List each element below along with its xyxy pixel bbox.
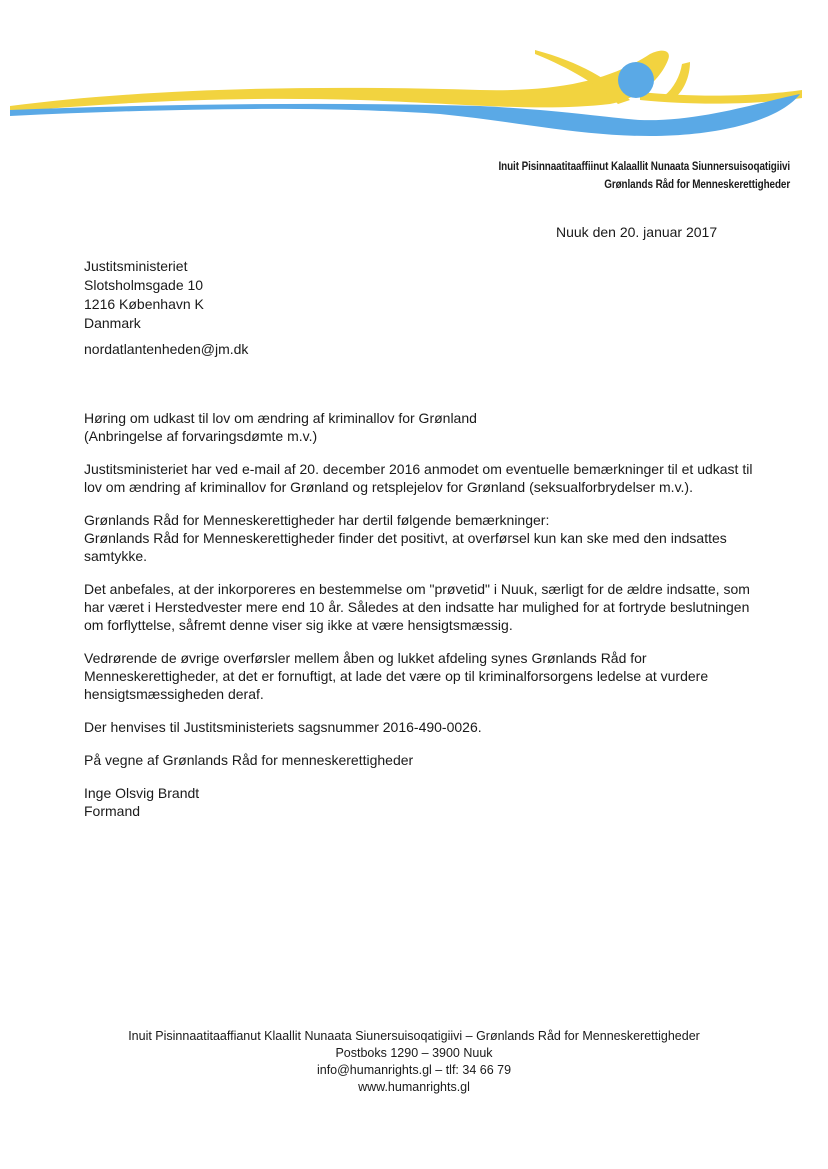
footer-postal-address: Postboks 1290 – 3900 Nuuk [335,1046,493,1060]
recipient-email: nordatlantenheden@jm.dk [84,341,249,357]
paragraph-1: Justitsministeriet har ved e-mail af 20. december 2016 anmodet om eventuelle bemærkninger til et udkast til lov om ændring af kriminallov for Grønland og retsplejelov for Grønland (seksualforbrydelser m.v.). [84,461,753,495]
closing: På vegne af Grønlands Råd for menneskerettigheder [84,752,414,768]
footer-org-name: Inuit Pisinnaatitaaffianut Klaallit Nunaata Siunersuisoqatigiivi – Grønlands Råd for Menneskerettigheder [128,1029,700,1043]
paragraph-3: Det anbefales, at der inkorporeres en bestemmelse om "prøvetid" i Nuuk, særligt for de ældre indsatte, som har været i Herstedvester mere end 10 år. Således at den indsatte har mulighed for at fortryde beslutningen om forflyttelse, såfremt denne viser sig ikke at være hensigtsmæssig. [84,581,750,633]
org-name-danish: Grønlands Råd for Menneskerettigheder [604,179,790,191]
organization-logo [0,40,828,140]
signature [84,784,754,820]
paragraph-2-text: Grønlands Råd for Menneskerettigheder finder det positivt, at overførsel kun kan ske med den indsattes samtykke. [84,530,727,564]
subject-line-1: Høring om udkast til lov om ændring af kriminallov for Grønland [84,410,477,426]
yellow-arm-right [664,62,690,100]
paragraph-2-intro: Grønlands Råd for Menneskerettigheder har dertil følgende bemærkninger: [84,512,550,528]
subject [84,409,754,445]
footer-website: www.humanrights.gl [358,1080,470,1094]
letter-body [84,409,754,835]
paragraph-5: Der henvises til Justitsministeriets sagsnummer 2016-490-0026. [84,719,482,735]
recipient-address [84,257,204,333]
subject-line-2: (Anbringelse af forvaringsdømte m.v.) [84,428,318,444]
paragraph-2 [84,511,754,565]
signer-name: Inge Olsvig Brandt [84,785,200,801]
org-name-greenlandic: Inuit Pisinnaatitaaffiinut Kalaallit Nunaata Siunnersuisoqatigiivi [498,161,790,173]
recipient-name: Justitsministeriet [84,258,188,274]
signer-title: Formand [84,803,141,819]
organization-header [498,158,790,194]
recipient-street: Slotsholmsgade 10 [84,277,204,293]
paragraph-4: Vedrørende de øvrige overførsler mellem åben og lukket afdeling synes Grønlands Råd for Menneskerettigheder, at det er fornuftigt, at lade det være op til kriminalforsorgens ledelse at vurdere hensigtsmæssigheden deraf. [84,650,709,702]
yellow-swoosh-shape [10,51,669,112]
recipient-country: Danmark [84,315,141,331]
recipient-city: 1216 København K [84,296,204,312]
blue-head-shape [618,62,654,98]
letter-date: Nuuk den 20. januar 2017 [556,224,718,240]
footer-contact: info@humanrights.gl – tlf: 34 66 79 [316,1063,512,1077]
letter-footer [0,1028,828,1096]
